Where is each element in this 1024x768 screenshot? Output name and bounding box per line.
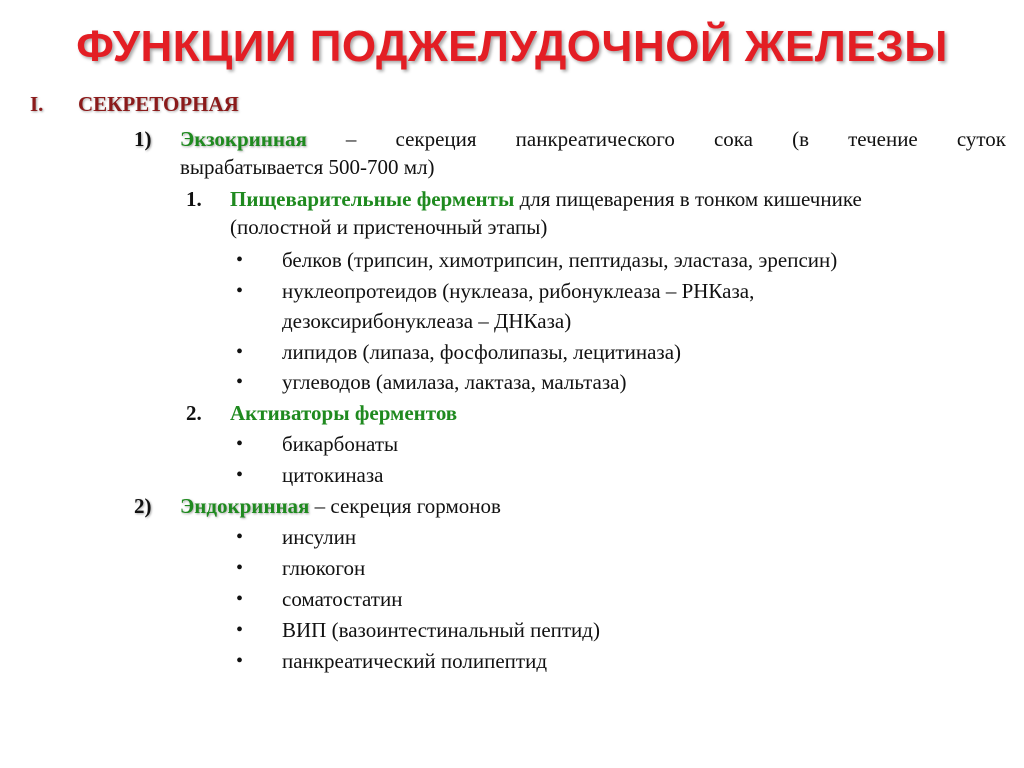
bullet-icon: • — [236, 650, 244, 672]
exocrine-number: 1) — [134, 127, 152, 151]
list-item: ВИП (вазоинтестинальный пептид) — [282, 618, 600, 642]
list-item: белков (трипсин, химотрипсин, пептидазы, эластаза, эрепсин) — [282, 248, 838, 272]
endocrine-text: – секреция гормонов — [314, 494, 501, 518]
bullet-icon: • — [236, 526, 244, 548]
digestive-label: Пищеварительные ферменты — [230, 187, 515, 211]
list-item: инсулин — [282, 525, 357, 549]
bullet-icon: • — [236, 557, 244, 579]
list-item: панкреатический полипептид — [282, 649, 548, 673]
section-title: СЕКРЕТОРНАЯ — [78, 92, 239, 116]
activators-number: 2. — [186, 401, 202, 425]
bullet-icon: • — [236, 371, 244, 393]
bullet-icon: • — [236, 341, 244, 363]
bullet-icon: • — [236, 249, 244, 271]
endocrine-label: Эндокринная — [180, 494, 310, 518]
exocrine-text-2: вырабатывается 500-700 мл) — [180, 155, 435, 179]
bullet-icon: • — [236, 619, 244, 641]
section-number: I. — [30, 92, 44, 116]
digestive-text-1: для пищеварения в тонком кишечнике — [519, 187, 862, 211]
endocrine-line — [180, 493, 501, 519]
bullet-icon: • — [236, 464, 244, 486]
list-item: бикарбонаты — [282, 432, 399, 456]
exocrine-line-1 — [180, 126, 1006, 152]
list-item: соматостатин — [282, 587, 403, 611]
exocrine-label: Экзокринная — [180, 127, 307, 151]
bullet-icon: • — [236, 588, 244, 610]
bullet-icon: • — [236, 280, 244, 302]
exocrine-text-1: – секреция панкреатического сока (в течение суток — [345, 127, 1006, 151]
digestive-line-1 — [230, 186, 862, 212]
list-item: липидов (липаза, фосфолипазы, лецитиназа) — [282, 340, 682, 364]
endocrine-number: 2) — [134, 494, 152, 518]
bullet-icon: • — [236, 433, 244, 455]
list-item: углеводов (амилаза, лактаза, мальтаза) — [282, 370, 627, 394]
page-title: ФУНКЦИИ ПОДЖЕЛУДОЧНОЙ ЖЕЛЕЗЫ — [76, 22, 948, 71]
digestive-number: 1. — [186, 187, 202, 211]
list-item: цитокиназа — [282, 463, 384, 487]
list-item: нуклеопротеидов (нуклеаза, рибонуклеаза – РНКаза, — [282, 279, 755, 303]
list-item-continuation: дезоксирибонуклеаза – ДНКаза) — [282, 309, 572, 333]
list-item: глюкогон — [282, 556, 366, 580]
activators-label: Активаторы ферментов — [230, 401, 458, 425]
digestive-text-2: (полостной и пристеночный этапы) — [230, 215, 548, 239]
